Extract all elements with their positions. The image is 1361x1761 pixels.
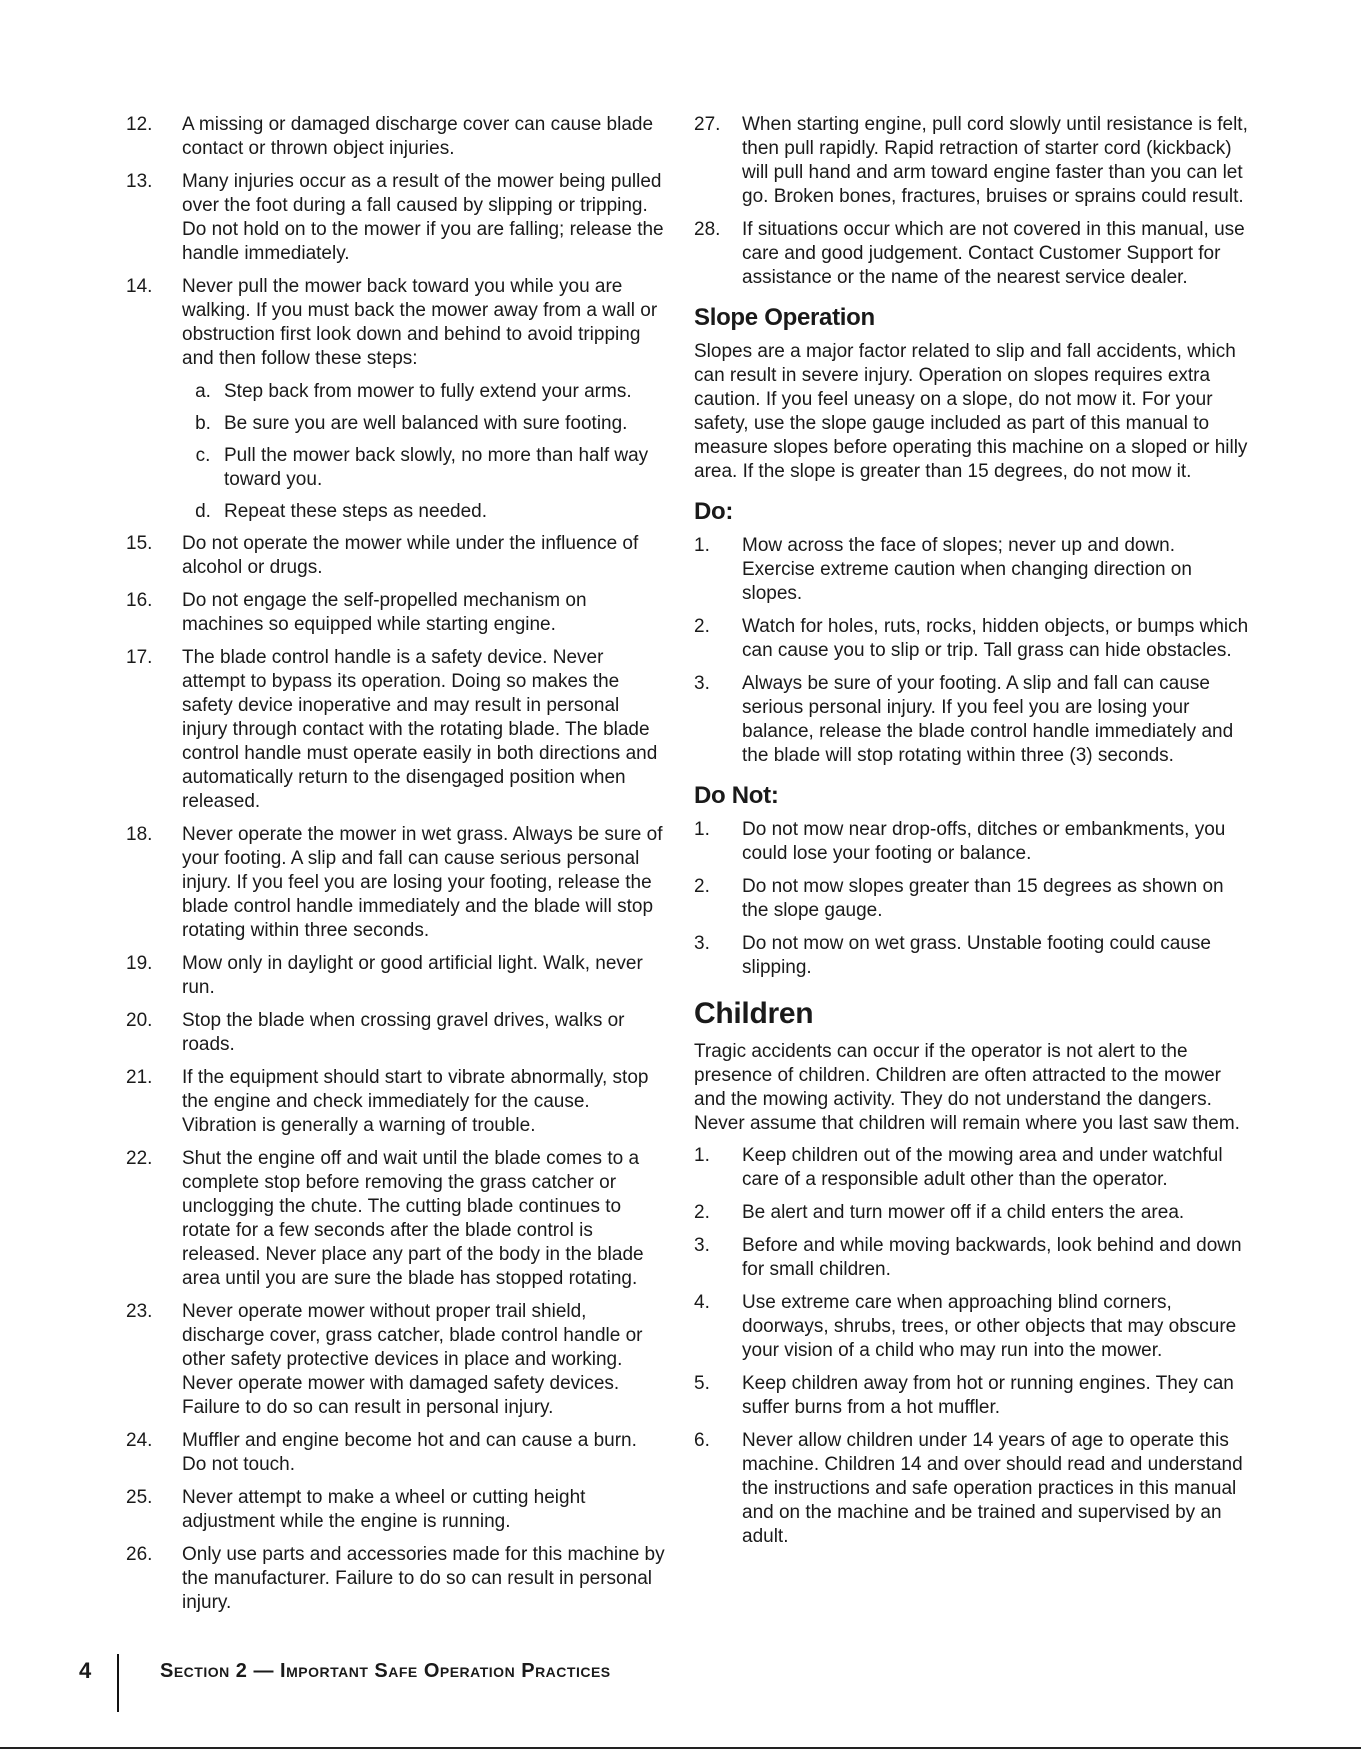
list-item: 2. Be alert and turn mower off if a child enters the area. bbox=[694, 1202, 1185, 1223]
list-item: 22. Shut the engine off and wait until the blade comes to a complete stop before removing the grass catcher or unclogging the chute. The cutting blade continues to rotate for a few seconds after the blade control is released. Never place any part of the body in the blade area until you are sure the blade has stopped rotating. bbox=[126, 1148, 644, 1289]
step-item: d. Repeat these steps as needed. bbox=[195, 501, 488, 522]
right-column bbox=[694, 113, 1250, 1558]
do-heading: Do: bbox=[694, 498, 734, 525]
list-item: 12. A missing or damaged discharge cover can cause blade contact or thrown object injuries. bbox=[126, 114, 654, 159]
list-item: 5. Keep children away from hot or running engines. They can suffer burns from a hot muffler. bbox=[694, 1373, 1234, 1418]
list-item: 6. Never allow children under 14 years of age to operate this machine. Children 14 and over should read and understand the instructions and safe operation practices in this manual and on the machine and be trained and supervised by an adult. bbox=[694, 1430, 1243, 1547]
list-item: 19. Mow only in daylight or good artificial light. Walk, never run. bbox=[126, 953, 643, 998]
list-item: 3. Before and while moving backwards, look behind and down for small children. bbox=[694, 1235, 1242, 1280]
step-item: a. Step back from mower to fully extend your arms. bbox=[195, 381, 632, 402]
list-item: 16. Do not engage the self-propelled mechanism on machines so equipped while starting engine. bbox=[126, 590, 587, 635]
children-intro: Tragic accidents can occur if the operator is not alert to the presence of children. Children are often attracted to the mower and the mowing activity. They do not understand the dangers. Never assume that children will remain where you last saw them. bbox=[694, 1041, 1240, 1134]
list-item: 20. Stop the blade when crossing gravel drives, walks or roads. bbox=[126, 1010, 625, 1055]
list-item: 13. Many injuries occur as a result of the mower being pulled over the foot during a fall caused by slipping or tripping. Do not hold on to the mower if you are falling; release the handle immediately. bbox=[126, 171, 664, 264]
page-footer bbox=[0, 1654, 1361, 1714]
list-item: 3. Always be sure of your footing. A slip and fall can cause serious personal injury. If you feel you are losing your balance, release the blade control handle immediately and the blade will stop rotating within three (3) seconds. bbox=[694, 673, 1234, 766]
do-not-heading: Do Not: bbox=[694, 782, 779, 809]
step-item: c. Pull the mower back slowly, no more than half way toward you. bbox=[195, 445, 649, 490]
list-item: 26. Only use parts and accessories made for this machine by the manufacturer. Failure to do so can result in personal injury. bbox=[126, 1544, 665, 1613]
list-item: 3. Do not mow on wet grass. Unstable footing could cause slipping. bbox=[694, 933, 1211, 978]
bottom-rule bbox=[0, 1747, 1361, 1749]
list-item: 21. If the equipment should start to vibrate abnormally, stop the engine and check immediately for the cause. Vibration is generally a warning of trouble. bbox=[126, 1067, 649, 1136]
list-item: 27. When starting engine, pull cord slowly until resistance is felt, then pull rapidly. Rapid retraction of starter cord (kickback) will pull hand and arm toward engine faster than you can let go. Broken bones, fractures, bruises or sprains could result. bbox=[694, 114, 1248, 207]
list-item: 4. Use extreme care when approaching blind corners, doorways, shrubs, trees, or other objects that may obscure your vision of a child who may run into the mower. bbox=[694, 1292, 1237, 1361]
list-item: 1. Keep children out of the mowing area and under watchful care of a responsible adult other than the operator. bbox=[694, 1145, 1223, 1190]
footer-divider bbox=[117, 1654, 119, 1712]
left-column bbox=[126, 113, 666, 1624]
list-item: 23. Never operate mower without proper trail shield, discharge cover, grass catcher, blade control handle or other safety protective devices in place and working. Never operate mower with damaged safety devices. Failure to do so can result in personal injury. bbox=[126, 1301, 643, 1418]
list-item: 25. Never attempt to make a wheel or cutting height adjustment while the engine is running. bbox=[126, 1487, 586, 1532]
slope-intro: Slopes are a major factor related to slip and fall accidents, which can result in severe injury. Operation on slopes requires extra caution. If you feel uneasy on a slope, do not mow it. For your safety, use the slope gauge included as part of this manual to measure slopes before operating this machine on a sloped or hilly area. If the slope is greater than 15 degrees, do not mow it. bbox=[694, 341, 1248, 482]
section-title: Section 2 — Important Safe Operation Practices bbox=[160, 1660, 611, 1682]
list-item: 14. Never pull the mower back toward you while you are walking. If you must back the mower away from a wall or obstruction first look down and behind to avoid tripping and then follow these steps: bbox=[126, 276, 658, 369]
list-item: 18. Never operate the mower in wet grass. Always be sure of your footing. A slip and fall can cause serious personal injury. If you feel you are losing your footing, release the blade control handle immediately and the blade will stop rotating within three seconds. bbox=[126, 824, 663, 941]
list-item: 24. Muffler and engine become hot and can cause a burn. Do not touch. bbox=[126, 1430, 637, 1475]
step-item: b. Be sure you are well balanced with sure footing. bbox=[195, 413, 628, 434]
list-item: 2. Watch for holes, ruts, rocks, hidden objects, or bumps which can cause you to slip or trip. Tall grass can hide obstacles. bbox=[694, 616, 1249, 661]
list-item: 2. Do not mow slopes greater than 15 degrees as shown on the slope gauge. bbox=[694, 876, 1224, 921]
children-heading: Children bbox=[694, 997, 814, 1030]
list-item: 1. Do not mow near drop-offs, ditches or embankments, you could lose your footing or balance. bbox=[694, 819, 1226, 864]
list-item: 28. If situations occur which are not covered in this manual, use care and good judgement. Contact Customer Support for assistance or the name of the nearest service dealer. bbox=[694, 219, 1245, 288]
slope-operation-heading: Slope Operation bbox=[694, 304, 875, 331]
list-item: 1. Mow across the face of slopes; never up and down. Exercise extreme caution when changing direction on slopes. bbox=[694, 535, 1192, 604]
list-item: 17. The blade control handle is a safety device. Never attempt to bypass its operation. Doing so makes the safety device inoperative and may result in personal injury through contact with the rotating blade. The blade control handle must operate easily in both directions and automatically return to the disengaged position when released. bbox=[126, 647, 658, 812]
page-number: 4 bbox=[79, 1658, 92, 1683]
list-item: 15. Do not operate the mower while under the influence of alcohol or drugs. bbox=[126, 533, 639, 578]
